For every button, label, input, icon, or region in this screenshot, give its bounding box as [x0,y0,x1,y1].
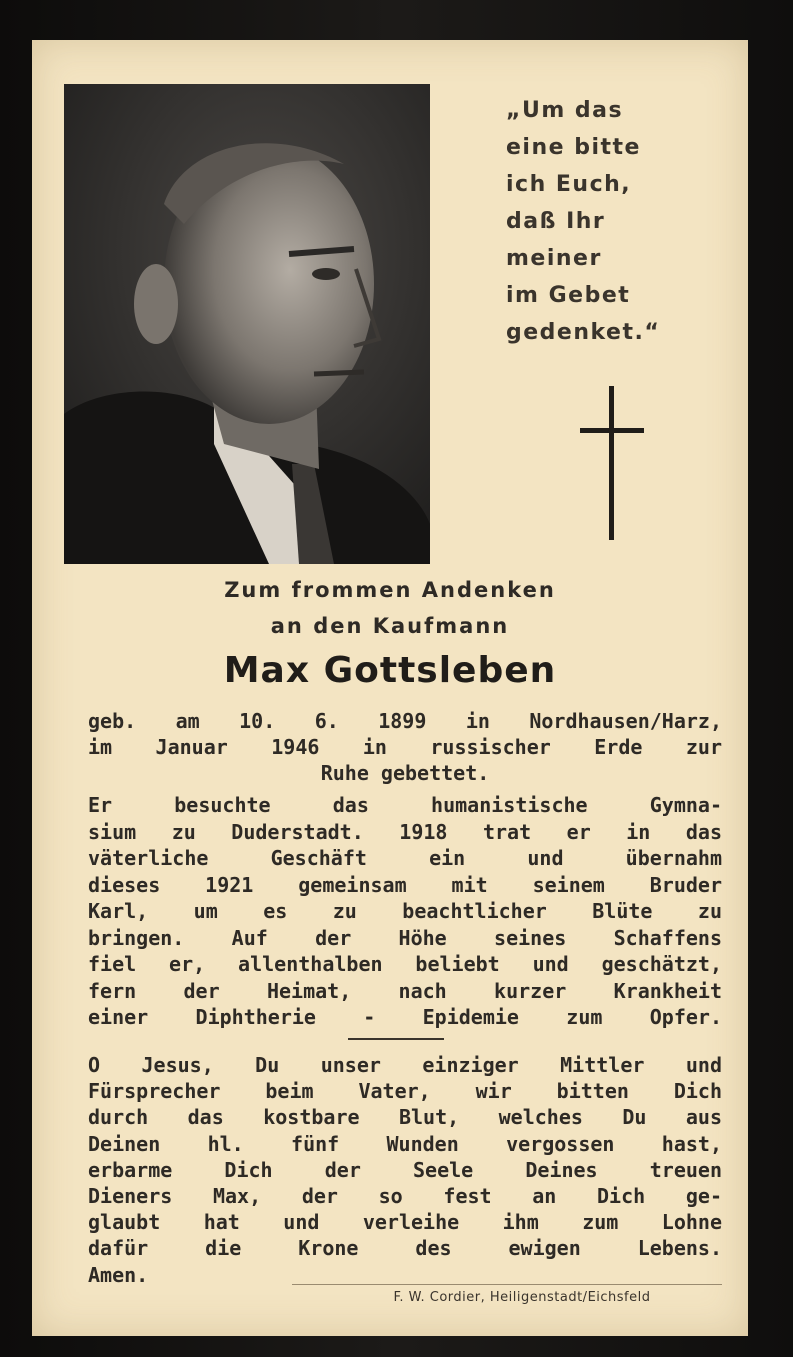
text-line: Fürsprecher beim Vater, wir bitten Dich [88,1079,722,1104]
text-line: Karl, um es zu beachtlicher Blüte zu [88,899,722,923]
text-line: bringen. Auf der Höhe seines Schaffens [88,925,722,950]
text-line: Amen. [88,1262,149,1287]
printer-credit: F. W. Cordier, Heiligenstadt/Eichsfeld [393,1290,651,1305]
deceased-name: Max Gottsleben [223,650,557,691]
cross-icon [580,386,644,540]
text-line: durch das kostbare Blut, welches Du aus [88,1105,722,1130]
quote-line: im Gebet [506,283,631,308]
text-line: Deinen hl. fünf Wunden vergossen hast, [88,1131,722,1156]
text-line: dieses 1921 gemeinsam mit seinem Bruder [88,872,722,897]
text-line: väterliche Geschäft ein und übernahm [88,846,722,870]
birth-death-text [88,708,722,786]
biography-text [88,792,722,1031]
memorial-card [32,40,748,1336]
quote-line: daß Ihr [506,209,606,234]
text-line: glaubt hat und verleihe ihm zum Lohne [88,1210,722,1235]
text-line: Dieners Max, der so fest an Dich ge- [88,1184,722,1209]
quote-line: gedenket.“ [506,320,661,345]
quote-line: meiner [506,246,602,271]
text-line: erbarme Dich der Seele Deines treuen [88,1157,722,1182]
text-line: fiel er, allenthalben beliebt und geschätzt, [88,952,722,976]
text-line: im Januar 1946 in russischer Erde zur [88,735,722,759]
bible-quote [506,92,706,351]
printer-rule [292,1284,722,1285]
text-line: Er besuchte das humanistische Gymna- [88,793,722,817]
text-line: fern der Heimat, nach kurzer Krankheit [88,978,722,1003]
section-divider [348,1038,444,1040]
text-line: sium zu Duderstadt. 1918 trat er in das [88,819,722,844]
quote-line: eine bitte [506,135,641,160]
prayer-text [88,1052,722,1288]
memorial-heading: Zum frommen Andenken [224,578,556,602]
text-line: Ruhe gebettet. [320,761,490,785]
text-line: einer Diphtherie - Epidemie zum Opfer. [88,1005,722,1029]
text-line: dafür die Krone des ewigen Lebens. [88,1236,722,1261]
portrait-photo [64,84,430,564]
portrait-image [64,84,430,564]
quote-line: ich Euch, [506,172,632,197]
memorial-subheading: an den Kaufmann [270,614,510,638]
text-line: O Jesus, Du unser einziger Mittler und [88,1053,722,1077]
text-line: geb. am 10. 6. 1899 in Nordhausen/Harz, [88,709,722,733]
quote-line: „Um das [506,98,624,123]
